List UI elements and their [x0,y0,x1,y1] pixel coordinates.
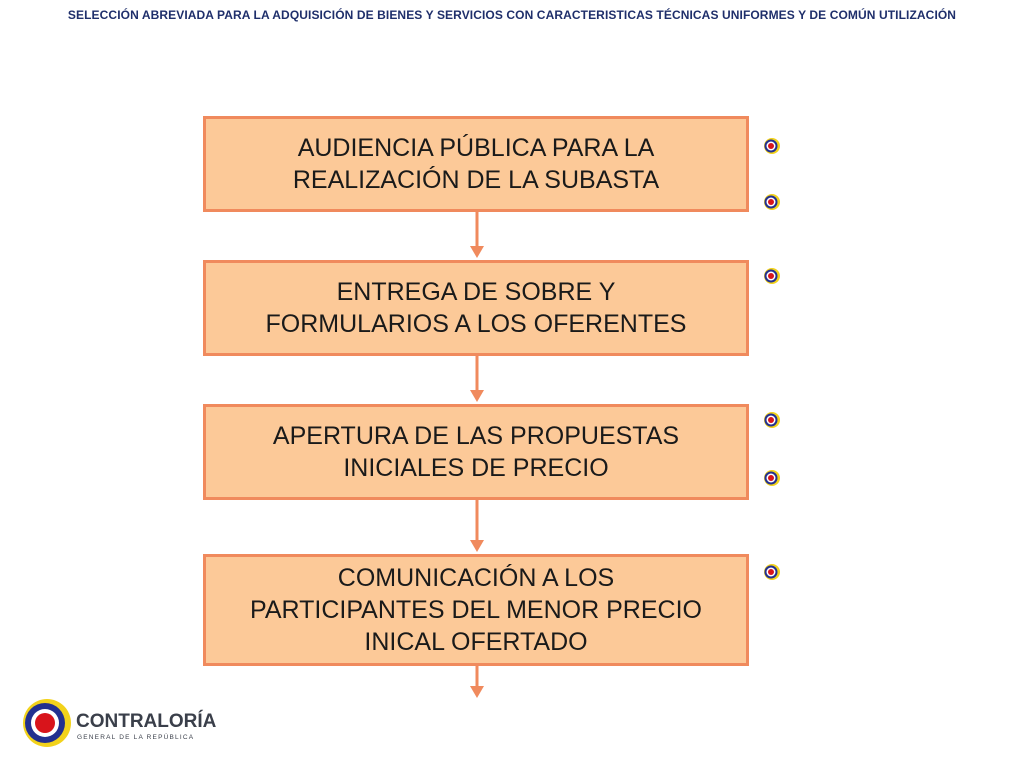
flow-arrow [468,212,486,260]
step-box-apertura: APERTURA DE LAS PROPUESTAS INICIALES DE PRECIO [203,404,749,500]
bullet-icon [762,410,782,430]
bullet-icon [762,192,782,212]
step-box-comunicacion: COMUNICACIÓN A LOS PARTICIPANTES DEL MENOR PRECIO INICAL OFERTADO [203,554,749,666]
bullet-icon [762,468,782,488]
bullet-icon [762,266,782,286]
bullet-icon [762,136,782,156]
logo-subtitle: GENERAL DE LA REPÚBLICA [77,734,195,741]
flow-arrow [468,500,486,554]
contraloria-logo [18,695,217,753]
bullet-icon [762,562,782,582]
step-box-entrega: ENTREGA DE SOBRE Y FORMULARIOS A LOS OFERENTES [203,260,749,356]
logo-name: CONTRALORÍA [76,711,217,732]
flow-arrow [468,666,486,700]
page-header-title: SELECCIÓN ABREVIADA PARA LA ADQUISICIÓN DE BIENES Y SERVICIOS CON CARACTERISTICAS TÉCNICAS UNIFORMES Y DE COMÚN UTILIZACIÓN [67,8,957,22]
step-box-audiencia: AUDIENCIA PÚBLICA PARA LA REALIZACIÓN DE LA SUBASTA [203,116,749,212]
flow-arrow [468,356,486,404]
